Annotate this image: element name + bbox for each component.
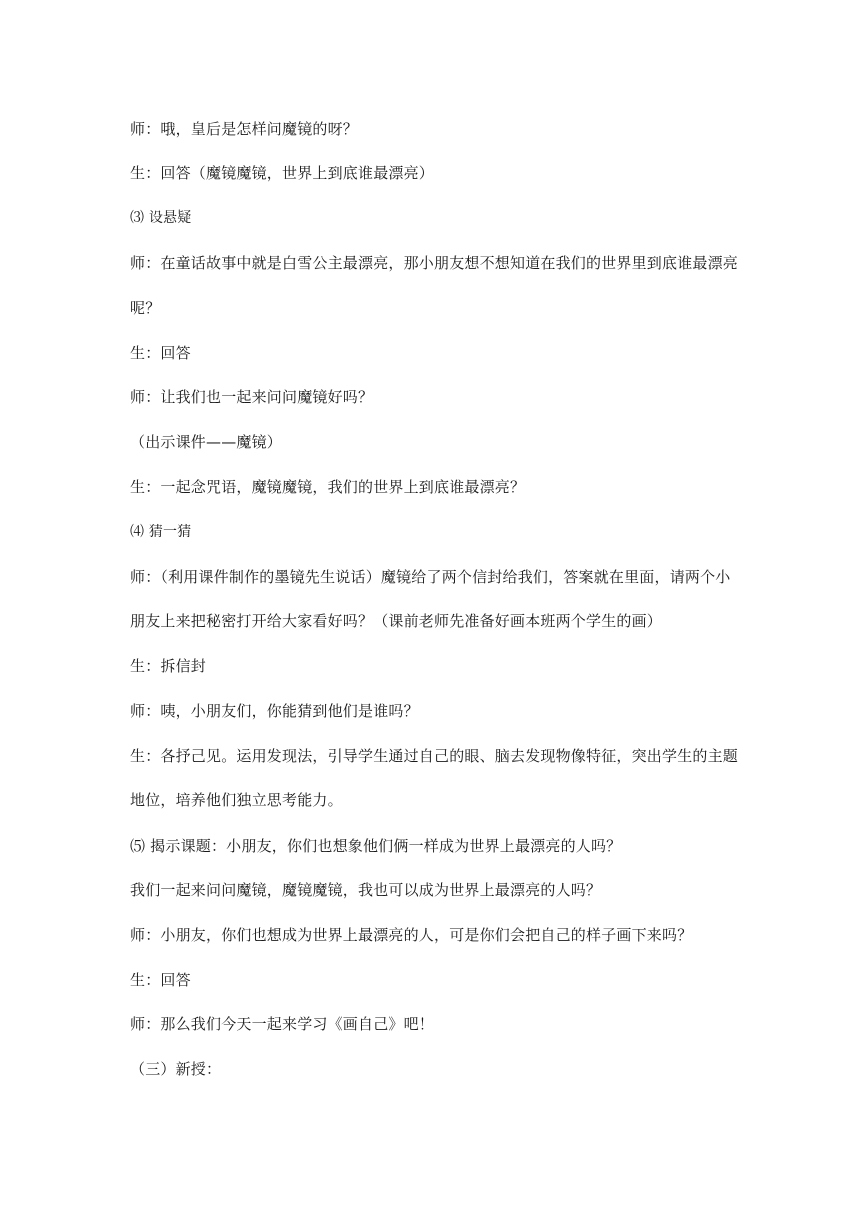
dialogue-line: 生：回答（魔镜魔镜，世界上到底谁最漂亮） xyxy=(130,164,435,182)
dialogue-line: 生：回答 xyxy=(130,344,191,362)
section-heading: ⑸ 揭示课题：小朋友，你们也想象他们俩一样成为世界上最漂亮的人吗？ xyxy=(130,837,622,855)
dialogue-line: 生：回答 xyxy=(130,971,191,989)
dialogue-line: 师：咦，小朋友们，你能猜到他们是谁吗？ xyxy=(130,702,419,720)
section-heading: （三）新授： xyxy=(130,1060,222,1078)
dialogue-line: 师：在童话故事中就是白雪公主最漂亮，那小朋友想不想知道在我们的世界里到底谁最漂亮 xyxy=(130,254,739,272)
dialogue-line: 师：（利用课件制作的墨镜先生说话）魔镜给了两个信封给我们，答案就在里面，请两个小 xyxy=(130,568,731,586)
dialogue-line: 师：那么我们今天一起来学习《画自己》吧！ xyxy=(130,1015,435,1033)
section-heading: ⑷ 猜一猜 xyxy=(130,524,192,540)
stage-note: （出示课件——魔镜） xyxy=(130,433,283,451)
dialogue-line: 师：小朋友，你们也想成为世界上最漂亮的人，可是你们会把自己的样子画下来吗？ xyxy=(130,926,693,944)
dialogue-line-continuation: 呢？ xyxy=(130,299,161,317)
body-line: 我们一起来问问魔镜，魔镜魔镜，我也可以成为世界上最漂亮的人吗？ xyxy=(130,881,602,899)
dialogue-line: 师：哦，皇后是怎样问魔镜的呀？ xyxy=(130,120,359,138)
dialogue-line-continuation: 朋友上来把秘密打开给大家看好吗？（课前老师先准备好画本班两个学生的画） xyxy=(130,612,663,630)
dialogue-line: 生：拆信封 xyxy=(130,657,207,675)
dialogue-line: 生：各抒己见。运用发现法，引导学生通过自己的眼、脑去发现物像特征，突出学生的主题 xyxy=(130,747,739,765)
dialogue-line-continuation: 地位，培养他们独立思考能力。 xyxy=(130,791,343,809)
dialogue-line: 师：让我们也一起来问问魔镜好吗？ xyxy=(130,388,374,406)
section-heading: ⑶ 设悬疑 xyxy=(130,210,192,226)
dialogue-line: 生：一起念咒语，魔镜魔镜，我们的世界上到底谁最漂亮？ xyxy=(130,478,526,496)
